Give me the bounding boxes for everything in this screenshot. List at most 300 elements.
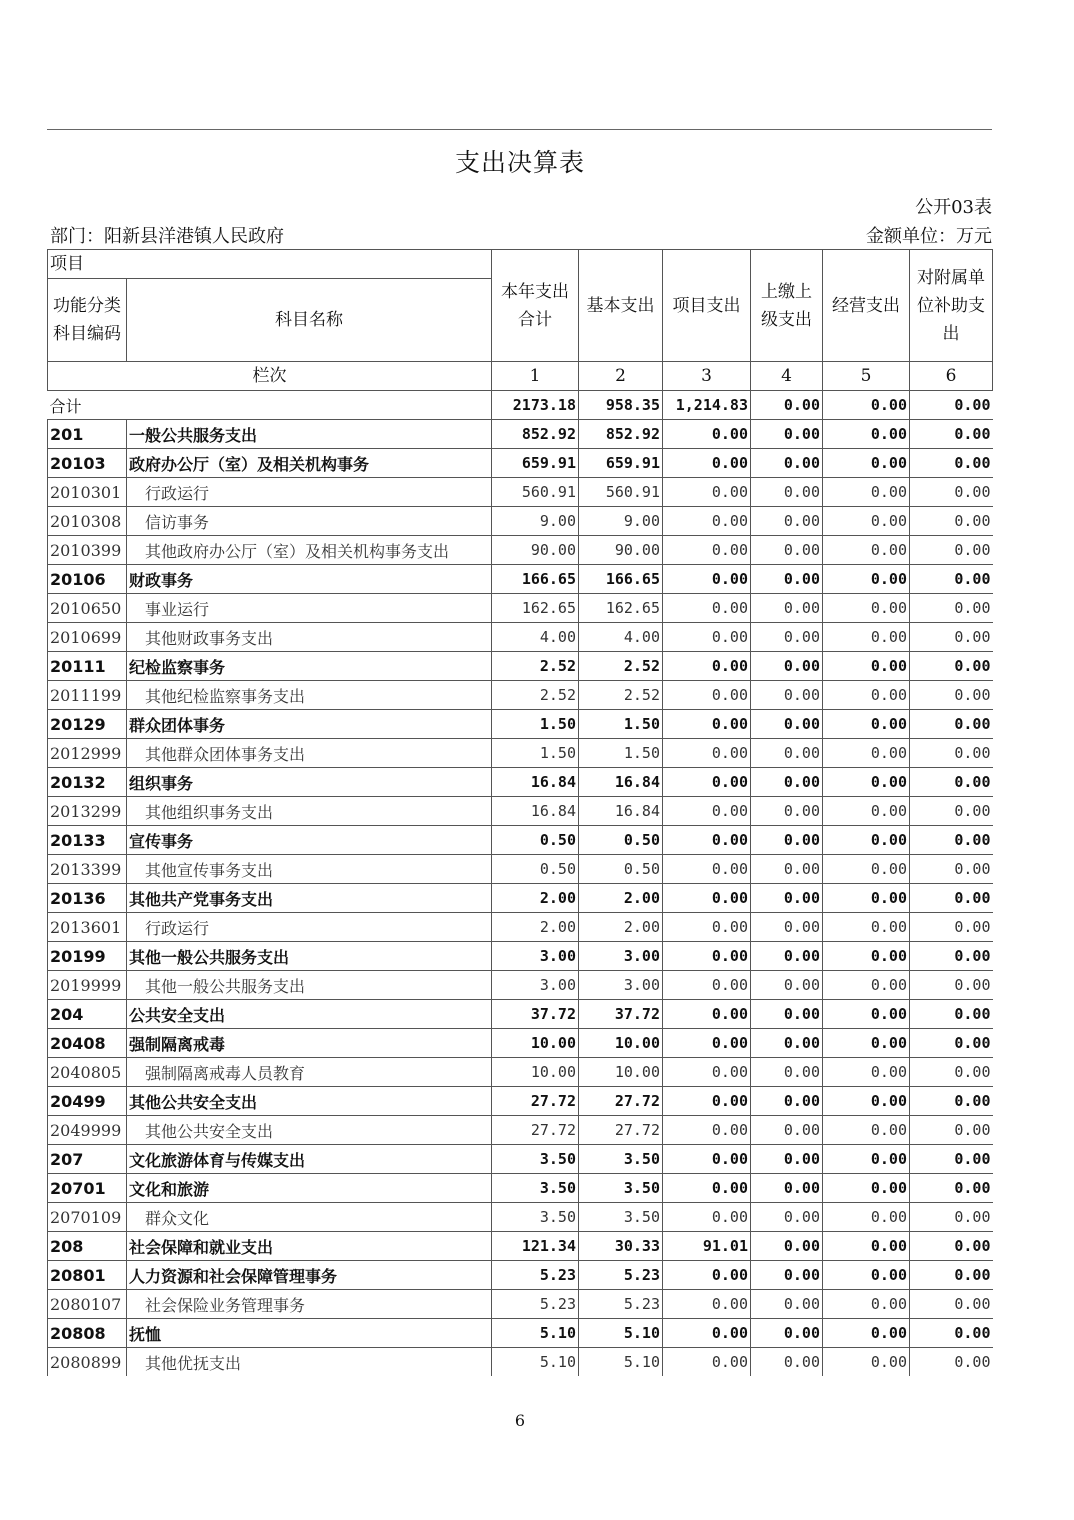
amount-cell: 121.34	[492, 1232, 579, 1261]
amount-cell: 2.00	[492, 884, 579, 913]
table-row	[48, 1290, 993, 1319]
amount-cell: 0.00	[751, 507, 823, 536]
header-col-remit: 上缴上级支出	[751, 250, 823, 362]
amount-cell: 0.00	[663, 884, 751, 913]
subject-code: 20133	[48, 826, 127, 855]
amount-cell: 5.10	[492, 1319, 579, 1348]
subject-code: 2010301	[48, 478, 127, 507]
amount-cell: 0.00	[910, 739, 993, 768]
amount-cell: 0.00	[663, 710, 751, 739]
amount-cell: 3.00	[492, 942, 579, 971]
page-title: 支出决算表	[454, 148, 585, 177]
subject-code: 20801	[48, 1261, 127, 1290]
amount-cell: 162.65	[492, 594, 579, 623]
table-row	[48, 739, 993, 768]
amount-cell: 0.00	[823, 420, 910, 449]
subject-code: 2080899	[48, 1348, 127, 1377]
amount-cell: 0.00	[823, 768, 910, 797]
amount-cell: 0.00	[910, 826, 993, 855]
table-row	[48, 797, 993, 826]
subject-name: 强制隔离戒毒	[127, 1029, 492, 1058]
subject-name: 事业运行	[127, 594, 492, 623]
amount-cell: 0.00	[663, 1203, 751, 1232]
amount-cell: 0.00	[751, 1116, 823, 1145]
amount-cell: 2.00	[579, 913, 663, 942]
amount-cell: 0.00	[910, 1000, 993, 1029]
amount-cell: 0.00	[663, 652, 751, 681]
amount-cell: 10.00	[579, 1029, 663, 1058]
amount-cell: 0.00	[663, 449, 751, 478]
amount-cell: 16.84	[579, 797, 663, 826]
amount-cell: 3.00	[492, 971, 579, 1000]
amount-cell: 0.00	[823, 855, 910, 884]
amount-cell: 0.00	[910, 536, 993, 565]
amount-cell: 90.00	[579, 536, 663, 565]
subject-name: 行政运行	[127, 478, 492, 507]
amount-cell: 2.52	[579, 652, 663, 681]
subject-name: 其他组织事务支出	[127, 797, 492, 826]
amount-cell: 0.00	[823, 1174, 910, 1203]
amount-cell: 0.00	[663, 1174, 751, 1203]
amount-cell: 0.00	[823, 1058, 910, 1087]
amount-cell: 0.00	[910, 594, 993, 623]
amount-cell: 0.00	[663, 826, 751, 855]
subject-name: 其他群众团体事务支出	[127, 739, 492, 768]
amount-cell: 0.00	[823, 565, 910, 594]
subject-name: 公共安全支出	[127, 1000, 492, 1029]
table-row	[48, 884, 993, 913]
subject-code: 20111	[48, 652, 127, 681]
amount-cell: 9.00	[579, 507, 663, 536]
amount-cell: 5.10	[579, 1319, 663, 1348]
amount-cell: 0.00	[823, 942, 910, 971]
subject-code: 20408	[48, 1029, 127, 1058]
amount-cell: 0.00	[823, 478, 910, 507]
amount-cell: 0.00	[823, 710, 910, 739]
subject-name: 其他纪检监察事务支出	[127, 681, 492, 710]
amount-cell: 0.00	[823, 681, 910, 710]
subject-code: 2010699	[48, 623, 127, 652]
subject-name: 其他公共安全支出	[127, 1087, 492, 1116]
amount-cell: 37.72	[579, 1000, 663, 1029]
expenditure-table	[47, 249, 993, 1376]
amount-cell: 0.00	[823, 739, 910, 768]
subject-name: 其他财政事务支出	[127, 623, 492, 652]
amount-cell: 0.00	[751, 797, 823, 826]
table-row	[48, 1145, 993, 1174]
header-project: 项目	[48, 250, 492, 279]
header-col-basic: 基本支出	[579, 250, 663, 362]
amount-cell: 0.00	[751, 1203, 823, 1232]
amount-cell: 0.00	[751, 710, 823, 739]
amount-cell: 560.91	[492, 478, 579, 507]
amount-cell: 4.00	[579, 623, 663, 652]
subject-name: 社会保险业务管理事务	[127, 1290, 492, 1319]
amount-cell: 166.65	[579, 565, 663, 594]
amount-cell: 0.00	[910, 797, 993, 826]
amount-cell: 0.00	[910, 623, 993, 652]
table-row	[48, 623, 993, 652]
subject-code: 20106	[48, 565, 127, 594]
amount-cell: 10.00	[579, 1058, 663, 1087]
amount-cell: 0.00	[663, 942, 751, 971]
amount-cell: 0.00	[751, 1319, 823, 1348]
amount-cell: 5.23	[492, 1290, 579, 1319]
amount-cell: 0.00	[751, 391, 823, 420]
amount-cell: 852.92	[492, 420, 579, 449]
amount-cell: 162.65	[579, 594, 663, 623]
amount-cell: 3.50	[492, 1145, 579, 1174]
amount-cell: 0.00	[823, 652, 910, 681]
amount-cell: 0.00	[663, 1116, 751, 1145]
subject-code: 20808	[48, 1319, 127, 1348]
amount-cell: 2.52	[492, 681, 579, 710]
amount-cell: 0.00	[910, 1029, 993, 1058]
amount-cell: 2173.18	[492, 391, 579, 420]
amount-cell: 0.00	[823, 594, 910, 623]
amount-cell: 0.00	[823, 1116, 910, 1145]
subject-name: 其他一般公共服务支出	[127, 942, 492, 971]
amount-cell: 0.00	[751, 1145, 823, 1174]
subject-name: 组织事务	[127, 768, 492, 797]
amount-cell: 0.00	[663, 478, 751, 507]
amount-cell: 0.00	[751, 1348, 823, 1377]
table-row	[48, 942, 993, 971]
subject-name: 社会保障和就业支出	[127, 1232, 492, 1261]
table-row	[48, 1348, 993, 1377]
amount-cell: 0.00	[823, 913, 910, 942]
amount-cell: 0.00	[910, 1290, 993, 1319]
amount-cell: 90.00	[492, 536, 579, 565]
amount-cell: 0.00	[910, 913, 993, 942]
amount-cell: 0.00	[751, 768, 823, 797]
amount-cell: 0.00	[910, 420, 993, 449]
subject-name: 其他宣传事务支出	[127, 855, 492, 884]
amount-cell: 0.00	[663, 594, 751, 623]
table-row	[48, 681, 993, 710]
amount-cell: 10.00	[492, 1029, 579, 1058]
subject-name: 群众团体事务	[127, 710, 492, 739]
amount-cell: 0.00	[751, 826, 823, 855]
header-col-total: 本年支出合计	[492, 250, 579, 362]
amount-cell: 0.00	[751, 536, 823, 565]
amount-cell: 2.52	[492, 652, 579, 681]
amount-cell: 3.50	[579, 1145, 663, 1174]
amount-cell: 0.00	[751, 565, 823, 594]
subject-name: 抚恤	[127, 1319, 492, 1348]
amount-cell: 0.00	[663, 1000, 751, 1029]
subject-code: 20103	[48, 449, 127, 478]
amount-cell: 0.00	[910, 1348, 993, 1377]
top-rule	[47, 129, 992, 130]
subject-code: 2019999	[48, 971, 127, 1000]
table-row	[48, 1087, 993, 1116]
subject-code: 20129	[48, 710, 127, 739]
amount-cell: 0.00	[823, 1348, 910, 1377]
amount-cell: 0.00	[910, 971, 993, 1000]
amount-cell: 5.23	[579, 1290, 663, 1319]
amount-cell: 0.00	[823, 1290, 910, 1319]
amount-cell: 16.84	[492, 797, 579, 826]
amount-cell: 0.00	[663, 913, 751, 942]
subject-name: 一般公共服务支出	[127, 420, 492, 449]
amount-cell: 0.00	[751, 420, 823, 449]
amount-cell: 0.00	[910, 478, 993, 507]
amount-cell: 0.50	[579, 855, 663, 884]
amount-cell: 0.00	[823, 507, 910, 536]
subject-code: 2013601	[48, 913, 127, 942]
subject-code: 2070109	[48, 1203, 127, 1232]
subject-name: 其他优抚支出	[145, 1353, 242, 1373]
table-row	[48, 507, 993, 536]
amount-cell: 0.00	[910, 1087, 993, 1116]
header-col-num: 2	[579, 362, 663, 391]
subject-name: 强制隔离戒毒人员教育	[127, 1058, 492, 1087]
amount-cell: 0.00	[663, 681, 751, 710]
amount-cell: 2.52	[579, 681, 663, 710]
amount-cell: 0.00	[910, 1232, 993, 1261]
table-row	[48, 1058, 993, 1087]
amount-cell: 0.00	[663, 420, 751, 449]
subject-name: 财政事务	[127, 565, 492, 594]
amount-cell: 3.00	[579, 942, 663, 971]
amount-cell: 0.00	[910, 942, 993, 971]
amount-cell: 1.50	[492, 739, 579, 768]
header-col-num: 3	[663, 362, 751, 391]
amount-cell: 3.00	[579, 971, 663, 1000]
subject-name: 人力资源和社会保障管理事务	[127, 1261, 492, 1290]
table-row	[48, 1232, 993, 1261]
subject-name: 文化和旅游	[127, 1174, 492, 1203]
subject-code: 2013299	[48, 797, 127, 826]
amount-cell: 3.50	[579, 1174, 663, 1203]
table-row	[48, 1319, 993, 1348]
amount-cell: 0.00	[823, 1000, 910, 1029]
subject-code: 2013399	[48, 855, 127, 884]
amount-cell: 0.00	[751, 1290, 823, 1319]
amount-cell: 0.00	[663, 1145, 751, 1174]
amount-cell: 10.00	[492, 1058, 579, 1087]
subject-name: 其他公共安全支出	[127, 1116, 492, 1145]
amount-cell: 0.00	[663, 1290, 751, 1319]
amount-cell: 0.50	[579, 826, 663, 855]
table-row	[48, 1203, 993, 1232]
amount-unit-label: 金额单位：万元	[866, 226, 992, 247]
table-row	[48, 855, 993, 884]
amount-cell: 0.00	[751, 971, 823, 1000]
amount-cell: 0.00	[751, 1261, 823, 1290]
amount-cell: 0.50	[492, 855, 579, 884]
amount-cell: 0.00	[663, 507, 751, 536]
subject-code: 2080107	[48, 1290, 127, 1319]
subject-code: 2010399	[48, 536, 127, 565]
amount-cell: 0.00	[910, 768, 993, 797]
subject-code: 20136	[48, 884, 127, 913]
amount-cell: 2.00	[492, 913, 579, 942]
amount-cell: 0.00	[823, 826, 910, 855]
subject-code: 2010650	[48, 594, 127, 623]
amount-cell: 0.00	[910, 855, 993, 884]
amount-cell: 0.00	[823, 391, 910, 420]
amount-cell: 958.35	[579, 391, 663, 420]
amount-cell: 0.00	[910, 1058, 993, 1087]
amount-cell: 5.10	[492, 1348, 579, 1377]
amount-cell: 0.00	[663, 565, 751, 594]
amount-cell: 0.00	[663, 536, 751, 565]
table-row	[48, 565, 993, 594]
amount-cell: 27.72	[579, 1116, 663, 1145]
amount-cell: 27.72	[492, 1087, 579, 1116]
header-name: 科目名称	[127, 279, 492, 362]
amount-cell: 5.10	[579, 1348, 663, 1377]
amount-cell: 3.50	[492, 1174, 579, 1203]
amount-cell: 1.50	[579, 710, 663, 739]
amount-cell: 1,214.83	[663, 391, 751, 420]
table-row	[48, 971, 993, 1000]
amount-cell: 0.00	[823, 1319, 910, 1348]
header-col-num: 4	[751, 362, 823, 391]
amount-cell: 0.00	[663, 1348, 751, 1377]
amount-cell: 0.00	[751, 884, 823, 913]
header-code: 功能分类科目编码	[48, 279, 127, 362]
amount-cell: 27.72	[579, 1087, 663, 1116]
table-row	[48, 826, 993, 855]
amount-cell: 0.00	[751, 913, 823, 942]
amount-cell: 0.00	[910, 391, 993, 420]
header-col-project: 项目支出	[663, 250, 751, 362]
subject-name: 其他政府办公厅（室）及相关机构事务支出	[127, 536, 492, 565]
header-row-label: 栏次	[48, 362, 492, 391]
amount-cell: 0.00	[910, 449, 993, 478]
amount-cell: 0.00	[823, 797, 910, 826]
amount-cell: 0.00	[663, 768, 751, 797]
amount-cell: 0.00	[823, 1261, 910, 1290]
amount-cell: 4.00	[492, 623, 579, 652]
subject-name: 纪检监察事务	[127, 652, 492, 681]
amount-cell: 0.00	[751, 1058, 823, 1087]
table-row	[48, 594, 993, 623]
table-row	[48, 1029, 993, 1058]
table-row	[48, 478, 993, 507]
amount-cell: 0.00	[663, 797, 751, 826]
amount-cell: 3.50	[579, 1203, 663, 1232]
subject-name: 政府办公厅（室）及相关机构事务	[127, 449, 492, 478]
amount-cell: 0.00	[823, 1029, 910, 1058]
amount-cell: 0.00	[751, 1174, 823, 1203]
table-number: 公开03表	[915, 197, 992, 218]
amount-cell: 0.00	[751, 623, 823, 652]
header-col-num: 5	[823, 362, 910, 391]
amount-cell: 0.00	[823, 449, 910, 478]
amount-cell: 0.00	[823, 884, 910, 913]
amount-cell: 0.00	[910, 507, 993, 536]
amount-cell: 0.00	[663, 1319, 751, 1348]
amount-cell: 560.91	[579, 478, 663, 507]
amount-cell: 0.00	[910, 710, 993, 739]
amount-cell: 0.00	[910, 1145, 993, 1174]
amount-cell: 0.00	[663, 1087, 751, 1116]
amount-cell: 166.65	[492, 565, 579, 594]
amount-cell: 0.00	[751, 594, 823, 623]
amount-cell: 0.00	[751, 478, 823, 507]
table-row	[48, 652, 993, 681]
amount-cell: 0.00	[751, 449, 823, 478]
amount-cell: 0.00	[751, 652, 823, 681]
amount-cell: 0.00	[663, 971, 751, 1000]
amount-cell: 27.72	[492, 1116, 579, 1145]
amount-cell: 30.33	[579, 1232, 663, 1261]
total-label: 合计	[48, 391, 492, 420]
subject-code: 20499	[48, 1087, 127, 1116]
amount-cell: 0.00	[663, 1029, 751, 1058]
amount-cell: 0.00	[823, 1087, 910, 1116]
amount-cell: 3.50	[492, 1203, 579, 1232]
department-label: 部门：阳新县洋港镇人民政府	[50, 226, 284, 247]
amount-cell: 0.00	[910, 884, 993, 913]
subject-name: 其他一般公共服务支出	[127, 971, 492, 1000]
amount-cell: 0.00	[910, 652, 993, 681]
header-col-operating: 经营支出	[823, 250, 910, 362]
subject-code: 2010308	[48, 507, 127, 536]
amount-cell: 0.00	[910, 1174, 993, 1203]
subject-name: 信访事务	[127, 507, 492, 536]
amount-cell: 0.50	[492, 826, 579, 855]
table-row	[48, 449, 993, 478]
amount-cell: 91.01	[663, 1232, 751, 1261]
amount-cell: 0.00	[910, 1116, 993, 1145]
amount-cell: 0.00	[751, 1000, 823, 1029]
subject-code: 2011199	[48, 681, 127, 710]
header-col-num: 6	[910, 362, 993, 391]
amount-cell: 0.00	[663, 1058, 751, 1087]
subject-code: 201	[48, 420, 127, 449]
amount-cell: 2.00	[579, 884, 663, 913]
subject-code: 2040805	[48, 1058, 127, 1087]
table-row	[48, 1116, 993, 1145]
table-row	[48, 913, 993, 942]
amount-cell: 0.00	[751, 942, 823, 971]
table-row	[48, 536, 993, 565]
amount-cell: 1.50	[492, 710, 579, 739]
subject-code: 208	[48, 1232, 127, 1261]
table-row	[48, 1000, 993, 1029]
amount-cell: 0.00	[823, 971, 910, 1000]
amount-cell: 0.00	[823, 536, 910, 565]
amount-cell: 0.00	[751, 1087, 823, 1116]
amount-cell: 0.00	[663, 739, 751, 768]
subject-name: 文化旅游体育与传媒支出	[127, 1145, 492, 1174]
subject-code: 20132	[48, 768, 127, 797]
amount-cell: 659.91	[492, 449, 579, 478]
subject-code: 207	[48, 1145, 127, 1174]
subject-code: 2012999	[48, 739, 127, 768]
amount-cell: 0.00	[910, 565, 993, 594]
amount-cell: 0.00	[751, 855, 823, 884]
table-row	[48, 420, 993, 449]
subject-name: 行政运行	[127, 913, 492, 942]
subject-name: 宣传事务	[127, 826, 492, 855]
amount-cell: 0.00	[751, 681, 823, 710]
amount-cell: 0.00	[751, 1029, 823, 1058]
amount-cell: 0.00	[823, 1232, 910, 1261]
amount-cell: 0.00	[751, 739, 823, 768]
subject-name: 群众文化	[127, 1203, 492, 1232]
amount-cell: 0.00	[910, 681, 993, 710]
amount-cell: 5.23	[492, 1261, 579, 1290]
subject-code: 204	[48, 1000, 127, 1029]
table-row	[48, 768, 993, 797]
amount-cell: 0.00	[663, 855, 751, 884]
